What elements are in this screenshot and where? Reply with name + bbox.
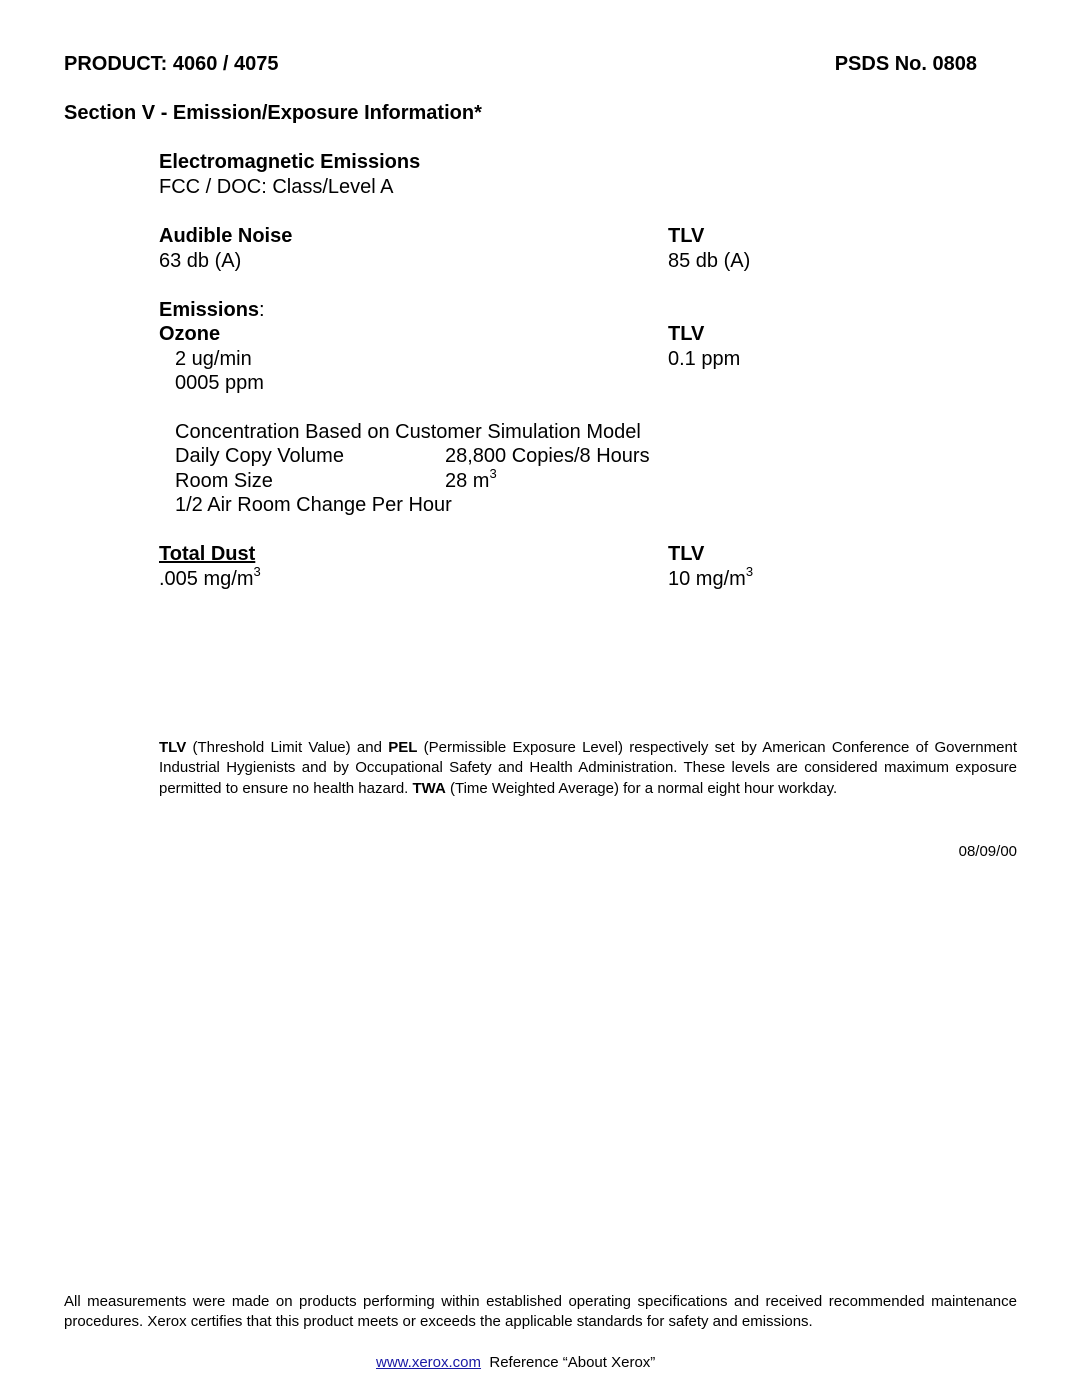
definitions-note: TLV (Threshold Limit Value) and PEL (Permissible Exposure Level) respectively set by American Conference of Government Industrial Hygienists and by Occupational Safety and Health Administration. These levels are considered maximum exposure permitted to ensure no health hazard. TWA (Time Weighted Average) for a normal eight hour workday. xyxy=(159,739,1017,797)
xerox-link[interactable]: www.xerox.com xyxy=(376,1354,482,1371)
ozone-rate: 2 ug/min xyxy=(175,348,252,370)
ozone-tlv-value: 0.1 ppm xyxy=(668,348,741,370)
total-dust-heading: Total Dust xyxy=(159,543,256,565)
air-change-rate: 1/2 Air Room Change Per Hour xyxy=(175,494,452,516)
section-title: Section V - Emission/Exposure Information* xyxy=(64,102,482,124)
ozone-tlv-heading: TLV xyxy=(668,323,705,345)
electromagnetic-heading: Electromagnetic Emissions xyxy=(159,151,421,173)
emissions-heading: Emissions: xyxy=(159,299,265,321)
total-dust-value: .005 $mg/m^3$ xyxy=(159,564,261,590)
ozone-concentration: 0005 ppm xyxy=(175,372,264,394)
ozone-heading: Ozone xyxy=(159,323,221,345)
room-size-label: Room Size xyxy=(175,470,273,492)
psds-number: PSDS No. 0808 xyxy=(834,53,977,75)
room-size-value: 28 $m^3$ xyxy=(445,466,497,492)
footer-statement: All measurements were made on products performing within established operating specifications and received recommended maintenance procedures. Xerox certifies that this product meets or exceeds the applicable standards for safety and emissions. xyxy=(64,1293,1017,1331)
daily-copy-volume-value: 28,800 Copies/8 Hours xyxy=(445,445,650,467)
audible-tlv-value: 85 db (A) xyxy=(668,250,751,272)
daily-copy-volume-label: Daily Copy Volume xyxy=(175,445,344,467)
simulation-title: Concentration Based on Customer Simulation Model xyxy=(175,421,641,443)
audible-noise-value: 63 db (A) xyxy=(159,250,242,272)
audible-tlv-heading: TLV xyxy=(668,225,705,247)
audible-noise-heading: Audible Noise xyxy=(159,225,293,247)
document-date: 08/09/00 xyxy=(958,843,1017,860)
electromagnetic-value: FCC / DOC: Class/Level A xyxy=(159,176,394,198)
footer-reference: www.xerox.com Reference “About Xerox” xyxy=(376,1354,656,1371)
dust-tlv-value: 10 $mg/m^3$ xyxy=(668,564,754,590)
product-title: PRODUCT: 4060 / 4075 xyxy=(64,53,279,75)
dust-tlv-heading: TLV xyxy=(668,543,705,565)
